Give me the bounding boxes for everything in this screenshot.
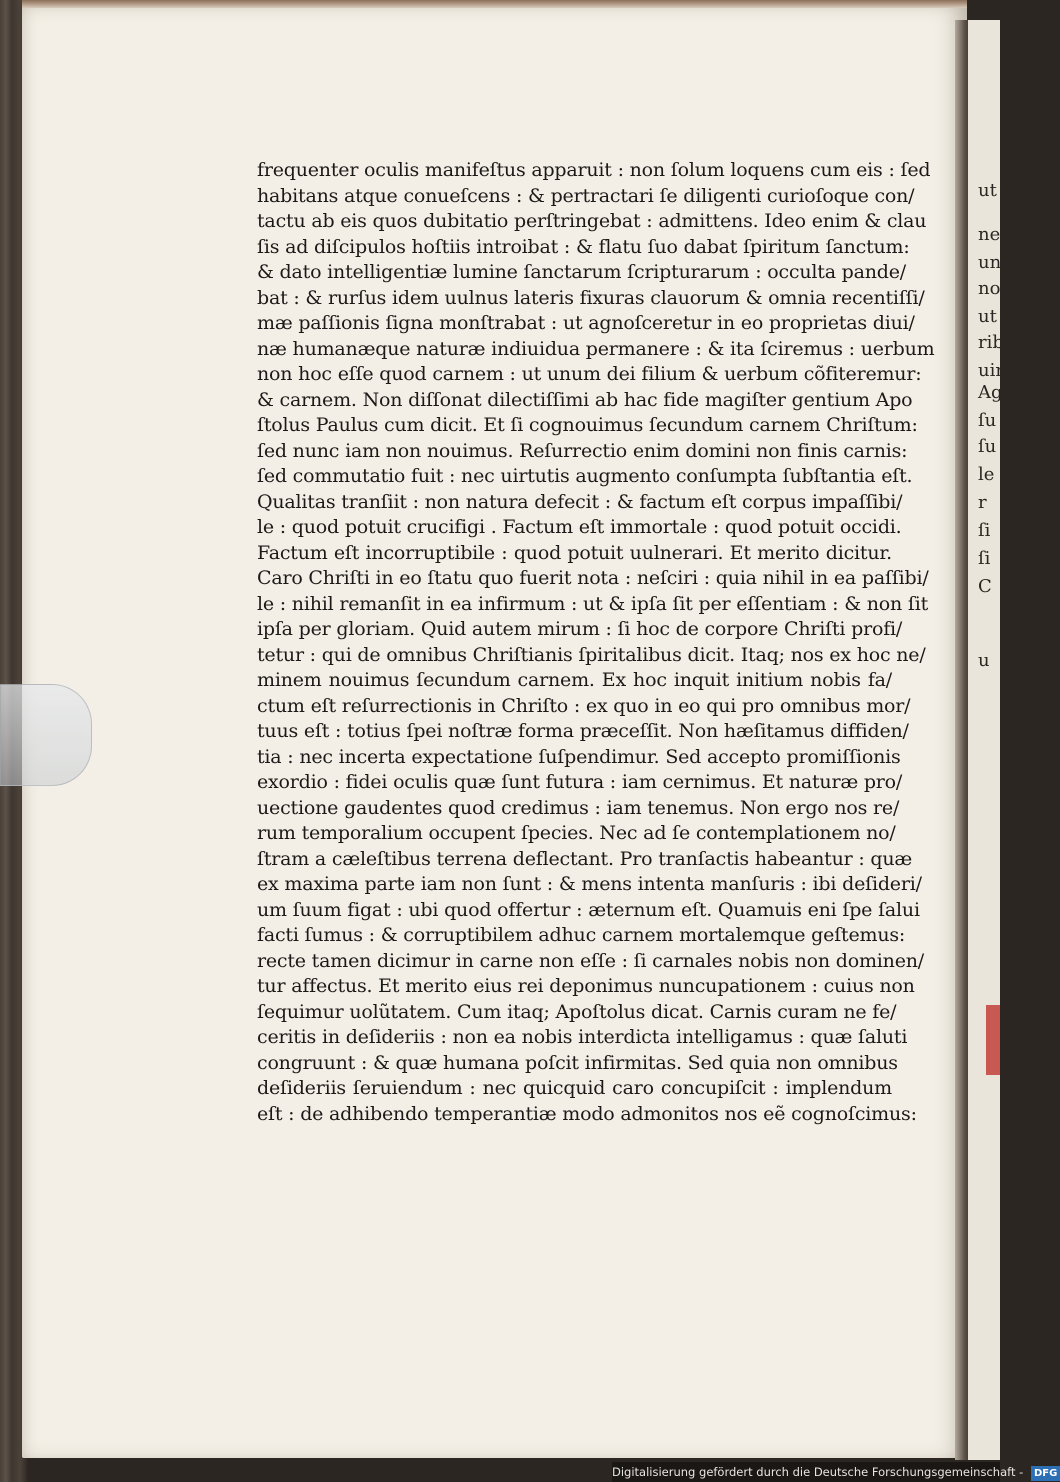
- dfg-logo: DFG: [1031, 1466, 1060, 1481]
- facing-page-text: ut: [978, 306, 997, 327]
- text-line: tia : nec incerta expectatione ſuſpendimur. Sed accepto promiſſionis: [257, 745, 901, 768]
- text-line: ſtram a cæleſtibus terrena deflectant. Pro tranſactis habeantur : quæ: [257, 847, 913, 870]
- facing-page-rubric-mark: [986, 1005, 1000, 1075]
- text-line: tactu ab eis quos dubitatio perſtringebat : admittens. Ideo enim & clau: [257, 210, 927, 232]
- text-line: le : quod potuit crucifigi . Factum eſt immortale : quod potuit occidi.: [257, 516, 902, 538]
- text-line: & dato intelligentiæ lumine ſanctarum ſcripturarum : occulta pande/: [257, 261, 907, 283]
- text-line: deſideriis ſeruiendum : nec quicquid caro concupiſcit : implendum: [257, 1077, 892, 1099]
- facing-page-text: uir: [978, 360, 1004, 381]
- text-line: mæ paſſionis ſigna monſtrabat : ut agnoſceretur in eo proprietas diui/: [257, 312, 915, 334]
- text-line: tuus eſt : totius ſpei noſtræ forma præceſſit. Non hæſitamus diffiden/: [257, 720, 909, 742]
- text-line: ceritis in deſideriis : non ea nobis interdicta intelligamus : quæ ſaluti: [257, 1026, 908, 1048]
- text-line: Factum eſt incorruptibile : quod potuit uulnerari. Et merito dicitur.: [257, 541, 892, 564]
- facing-page-text: nec: [978, 224, 1011, 245]
- text-line: eſt : de adhibendo temperantiæ modo admonitos nos eẽ cognoſcimus:: [257, 1102, 917, 1125]
- text-line: bat : & rurſus idem uulnus lateris fixuras clauorum & omnia recentiſſi/: [257, 286, 925, 309]
- main-text-block: [257, 158, 935, 1127]
- facing-page-text: r: [978, 492, 987, 513]
- text-line: uectione gaudentes quod credimus : iam tenemus. Non ergo nos re/: [257, 796, 900, 819]
- text-line: minem nouimus ſecundum carnem. Ex hoc inquit initium nobis fa/: [257, 669, 892, 691]
- text-line: ſis ad diſcipulos hoſtiis introibat : & flatu ſuo dabat ſpiritum ſanctum:: [257, 235, 910, 258]
- text-line: tur affectus. Et merito eius rei deponimus nuncupationem : cuius non: [257, 975, 915, 997]
- text-line: ctum eſt reſurrectionis in Chriſto : ex quo in eo qui pro omnibus mor/: [257, 694, 911, 717]
- text-line: Caro Chriſti in eo ſtatu quo fuerit nota : neſciri : quia nihil in ea paſſibi/: [257, 567, 929, 589]
- text-line: recte tamen dicimur in carne non eſſe : ſi carnales nobis non dominen/: [257, 949, 924, 972]
- text-line: congruunt : & quæ humana poſcit infirmitas. Sed quia non omnibus: [257, 1051, 898, 1074]
- text-line: non hoc eſſe quod carnem : ut unum dei filium & uerbum cõfiteremur:: [257, 363, 922, 385]
- text-line: ex maxima parte iam non ſunt : & mens intenta manſuris : ibi deſideri/: [257, 873, 922, 895]
- footer-text: Digitalisierung gefördert durch die Deutsche Forschungsgemeinschaft -: [612, 1465, 1024, 1479]
- text-line: ipſa per gloriam. Quid autem mirum : ſi hoc de corpore Chriſti profi/: [257, 618, 903, 640]
- digitization-footer: [612, 1462, 1058, 1482]
- text-line: facti ſumus : & corruptibilem adhuc carnem mortalemque geſtemus:: [257, 924, 906, 946]
- text-line: & carnem. Non diſſonat dilectiſſimi ab hac fide magiſter gentium Apo: [257, 388, 913, 411]
- facing-page-text: ſu: [978, 436, 997, 457]
- facing-page-text: C: [978, 576, 992, 597]
- facing-page-text: le: [978, 464, 995, 485]
- facing-page-text: ut: [978, 180, 997, 201]
- facing-page-text: ſi: [978, 548, 991, 569]
- text-line: frequenter oculis manifeſtus apparuit : non ſolum loquens cum eis : ſed: [257, 159, 931, 181]
- text-line: exordio : fidei oculis quæ ſunt futura : iam cernimus. Et naturæ pro/: [257, 771, 903, 793]
- facing-page-text: rib: [978, 332, 1004, 353]
- text-line: um ſuum figat : ubi quod offertur : æternum eſt. Quamuis eni ſpe ſalui: [257, 898, 920, 921]
- text-line: ſtolus Paulus cum dicit. Et ſi cognouimus ſecundum carnem Chriſtum:: [257, 414, 918, 436]
- facing-page-text: Ag: [978, 382, 1003, 403]
- facing-page-text: no: [978, 278, 1001, 299]
- text-line: ſed commutatio fuit : nec uirtutis augmento conſumpta ſubſtantia eſt.: [257, 465, 913, 487]
- text-line: le : nihil remanſit in ea infirmum : ut & ipſa ſit per eſſentiam : & non ſit: [257, 592, 929, 615]
- text-line: tetur : qui de omnibus Chriſtianis ſpiritalibus dicit. Itaq; nos ex hoc ne/: [257, 643, 926, 666]
- text-line: rum temporalium occupent ſpecies. Nec ad ſe contemplationem no/: [257, 822, 896, 844]
- glass-clip: [0, 684, 92, 786]
- facing-page-text: ſi: [978, 520, 991, 541]
- text-line: ſequimur uolũtatem. Cum itaq; Apoſtolus dicat. Carnis curam ne fe/: [257, 1000, 897, 1023]
- text-line: habitans atque conueſcens : & pertractari ſe diligenti curioſoque con/: [257, 184, 915, 207]
- text-line: Qualitas tranſiit : non natura defecit : & factum eſt corpus impaſſibi/: [257, 490, 903, 513]
- facing-page-text: un: [978, 252, 1002, 273]
- text-line: næ humanæque naturæ indiuidua permanere : & ita ſciremus : uerbum: [257, 337, 935, 360]
- facing-page-fragment: [968, 20, 1011, 1460]
- text-line: ſed nunc iam non nouimus. Reſurrectio enim domini non finis carnis:: [257, 439, 908, 462]
- facing-page-text: ſu: [978, 410, 997, 431]
- facing-page-text: u: [978, 650, 990, 671]
